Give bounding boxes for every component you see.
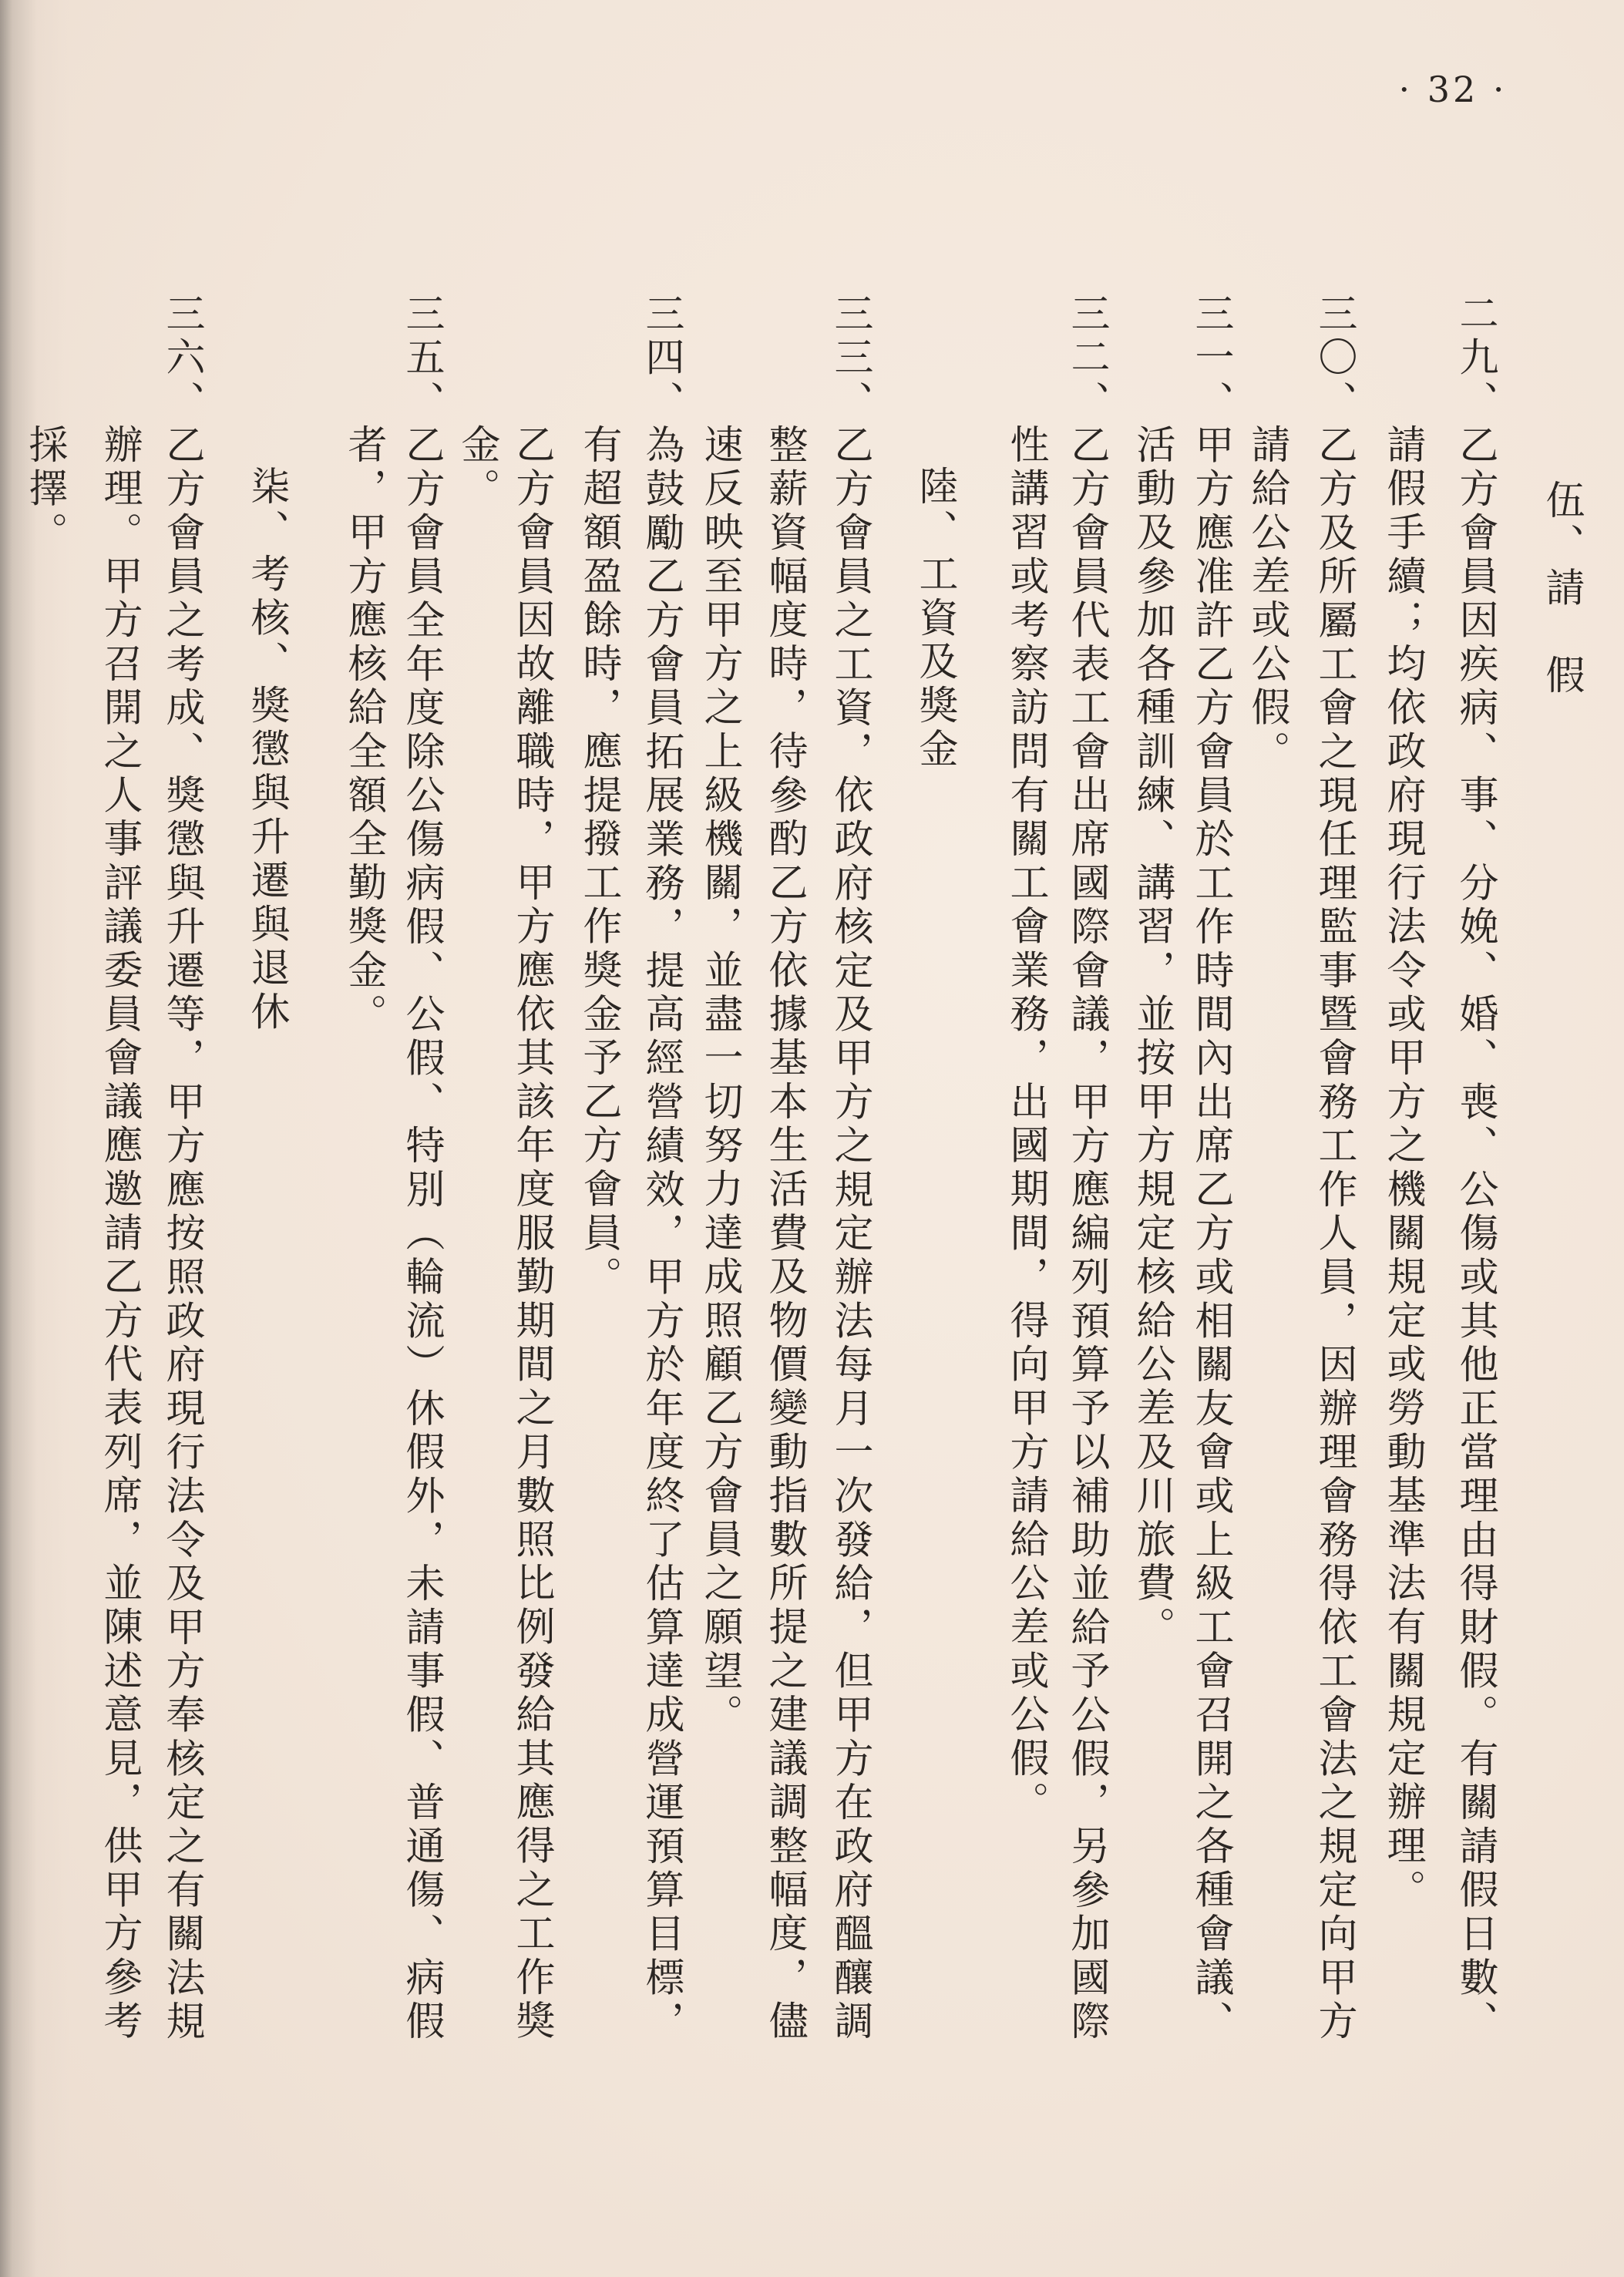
clause-31-line-2: 活動及參加各種訓練、講習，並按甲方規定核給公差及川旅費。 — [1129, 424, 1175, 1650]
section-heading-leave: 伍、請 假 — [1538, 479, 1584, 698]
clause-32-line-2: 性講習或考察訪問有關工會業務，出國期間，得向甲方請給公差或公假。 — [1003, 424, 1048, 1825]
page-number: · 32 · — [1398, 69, 1508, 110]
clause-34-line-1: 三四、為鼓勵乙方會員拓展業務，提高經營績效，甲方於年度終了估算達成營運預算目標， — [638, 293, 684, 2044]
clause-32-line-1: 三二、乙方會員代表工會出席國際會議，甲方應編列預算予以補助並給予公假，另參加國際 — [1064, 293, 1109, 2044]
clause-35-line-1: 三五、乙方會員全年度除公傷病假、公假、特別（輪流）休假外，未請事假、普通傷、病假 — [398, 293, 444, 2044]
section-heading-wages-bonus: 陸、工資及獎金 — [912, 466, 957, 772]
section-heading-assessment: 柒、考核、獎懲與升遷與退休 — [244, 466, 289, 1035]
clause-29-line-1: 二九、乙方會員因疾病、事、分娩、婚、喪、公傷或其他正當理由得財假。有關請假日數、 — [1452, 293, 1498, 2044]
clause-30-line-2: 請給公差或公假。 — [1244, 424, 1289, 775]
clause-34-line-2: 有超額盈餘時，應提撥工作獎金予乙方會員。 — [576, 424, 621, 1300]
clause-34-line-3: 乙方會員因故離職時，甲方應依其該年度服勤期間之月數照比例發給其應得之工作獎 — [509, 424, 554, 2044]
clause-36-line-1: 三六、乙方會員之考成、獎懲與升遷等，甲方應按照政府現行法令及甲方奉核定之有關法規 — [159, 293, 204, 2044]
clause-33-line-2: 整薪資幅度時，待參酌乙方依據基本生活費及物價變動指數所提之建議調整幅度，儘 — [762, 424, 807, 2044]
clause-36-line-2: 辦理。甲方召開之人事評議委員會議應邀請乙方代表列席，並陳述意見，供甲方參考 — [96, 424, 142, 2044]
clause-30-line-1: 三〇、乙方及所屬工會之現任理監事暨會務工作人員，因辦理會務得依工會法之規定向甲方 — [1311, 293, 1357, 2044]
clause-34-line-4: 金。 — [454, 424, 499, 512]
clause-29-line-2: 請假手續；均依政府現行法令或甲方之機關規定或勞動基準法有關規定辦理。 — [1380, 424, 1425, 1913]
clause-33-line-3: 速反映至甲方之上級機關，並盡一切努力達成照顧乙方會員之願望。 — [697, 424, 742, 1737]
clause-36-line-3: 採擇。 — [22, 424, 67, 556]
clause-31-line-1: 三一、甲方應准許乙方會員於工作時間內出席乙方或相關友會或上級工會召開之各種會議、 — [1188, 293, 1233, 2044]
clause-35-line-2: 者，甲方應核給全額全勤獎金。 — [341, 424, 386, 1038]
clause-33-line-1: 三三、乙方會員之工資，依政府核定及甲方之規定辦法每月一次發給，但甲方在政府醞釀調 — [827, 293, 873, 2044]
